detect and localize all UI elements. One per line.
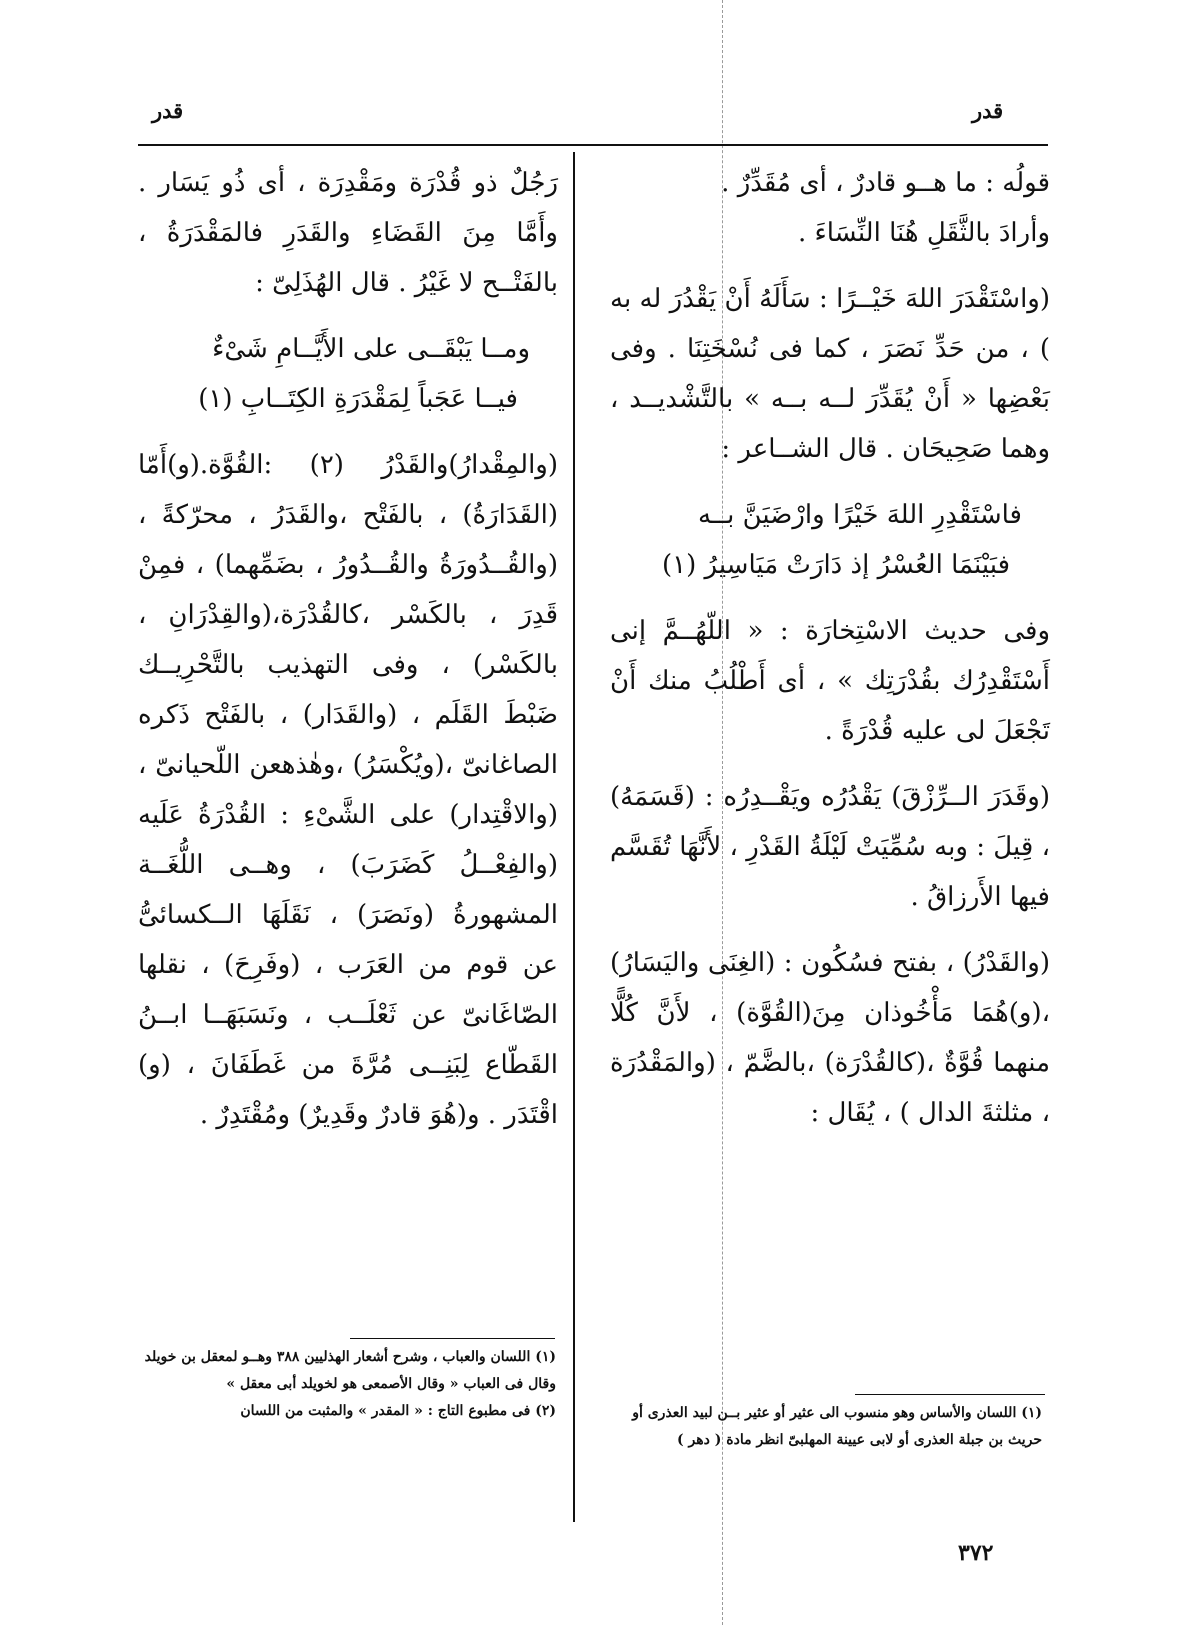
verse-line: فبَيْنَمَا العُسْرُ إذ دَارَتْ مَيَاسِيرُ (١) (661, 550, 1010, 580)
header-word-left: قدر (152, 98, 184, 123)
footnote: (١) اللسان والأساس وهو منسوب الى عثير أو عثير بــن لبيد العذرى أو حريث بن جبلة العذرى أو لابى عيينة المهلبىّ انظر مادة ( دهر ) (632, 1405, 1042, 1448)
header-rule (138, 144, 1048, 146)
footnote-rule-right (855, 1394, 1045, 1395)
paragraph: رَجُلٌ ذو قُدْرَة ومَقْدِرَة ، أى ذُو يَسَار . وأَمَّا مِنَ القَضَاءِ والقَدَرِ فالمَقْدَرَةُ ، بالفَتْــح لا غَيْرُ . قال الهُذَلِىّ : (138, 168, 558, 298)
verse-line: فيــا عَجَباً لِمَقْدَرَةِ الكِتَــابِ (١) (198, 384, 518, 414)
page-number: ٣٧٢ (958, 1540, 994, 1566)
paragraph: (واسْتَقْدَرَ اللهَ خَيْــرًا : سَأَلَهُ أَنْ يَقْدُرَ له به ) ، من حَدِّ نَصَرَ ، كما فى نُسْخَتِنَا . وفى بَعْضِها « أَنْ يُقَدِّرَ لــه بــه » بالتَّشْديــد ، وهما صَحِيحَان . قال الشــاعر : (610, 284, 1050, 464)
right-column (610, 158, 1050, 1138)
verse-line: فاسْتَقْدِرِ اللهَ خَيْرًا وارْضَيَنَّ بــه (697, 500, 1022, 530)
paragraph: (وقَدَرَ الــرِّزْقَ) يَقْدُرُه ويَقْــدِرُه : (قَسَمَهُ) ، قِيلَ : وبه سُمِّيَتْ لَيْلَةُ القَدْرِ ، لأَنَّهَا تُقَسَّم فيها الأَرزاقُ . (610, 782, 1050, 912)
footnote-rule-left (350, 1338, 555, 1339)
paragraph: (والقَدْرُ) ، بفتح فسُكُون : (الغِنَى واليَسَارُ) ،(و)هُمَا مَأْخُوذان مِنَ(القُوَّة) ، لأَنَّ كُلًّا منهما قُوَّةٌ ،(كالقُدْرَة) ،بالضَّمّ ، (والمَقْدُرَة ، مثلثةَ الدال ) ، يُقَال : (610, 948, 1050, 1128)
paragraph: وأرادَ بالثَّقَلِ هُنَا النِّسَاءَ . (797, 218, 1050, 248)
paragraph: قولُه : ما هــو قادرٌ ، أى مُقَدِّرٌ . (721, 168, 1050, 198)
footnote: (٢) فى مطبوع التاج : « المقدر » والمثبت من اللسان (240, 1403, 556, 1419)
paragraph: (والمِقْدارُ)والقَدْرُ (٢) :القُوَّة.(و)أَمّا (القَدَارَةُ) ، بالفَتْح ،والقَدَرُ ، محرّكةً ، (والقُــدُورَةُ والقُــدُورُ ، بضَمِّهما) ، فمِنْ قَدِرَ ، بالكَسْر ،كالقُدْرَة،(والقِدْرَانِ ، بالكَسْر) ، وفى التهذيب بالتَّحْرِيــك ضَبْطَ القَلَم ، (والقَدَار) ، بالفَتْح ذَكره الصاغانىّ ،(ويُكْسَرُ) ،وهٰذهعن اللّحيانىّ ، (والاقْتِدار) على الشَّىْءِ : القُدْرَةُ عَلَيه (والفِعْــلُ كَضَرَبَ) ، وهــى اللُّغَــة المشهورةُ (ونَصَرَ) ، نَقَلَهَا الــكسائىُّ عن قوم من العَرَب ، (وفَرِحَ) ، نقلها الصّاغَانىّ عن ثَعْلَــب ، ونَسَبَهَــا ابــنُ القَطّاع لِبَنِــى مُرَّةَ من غَطَفَانَ ، (و) اقْتَدَر . و(هُوَ قادرٌ وقَدِيرٌ) ومُقْتَدِرٌ . (138, 450, 558, 1130)
column-divider (573, 152, 575, 1522)
footnotes-right (612, 1400, 1042, 1454)
left-column (138, 158, 558, 1140)
footnotes-left (136, 1344, 556, 1425)
footnote: (١) اللسان والعباب ، وشرح أشعار الهذليين ٣٨٨ وهــو لمعقل بن خويلد وقال فى العباب « وقال الأصمعى هو لخويلد أبى معقل » (144, 1349, 556, 1392)
header-word-right: قدر (972, 98, 1004, 123)
paragraph: وفى حديث الاسْتِخارَة : « اللّهُــمَّ إنى أَسْتَقْدِرُك بقُدْرَتِك » ، أى أَطْلُبُ منك أَنْ تَجْعَلَ لى عليه قُدْرَةً . (610, 616, 1050, 746)
verse-line: ومــا يَبْقَــى على الأَيَّــامِ شَىْءٌ (212, 334, 530, 364)
